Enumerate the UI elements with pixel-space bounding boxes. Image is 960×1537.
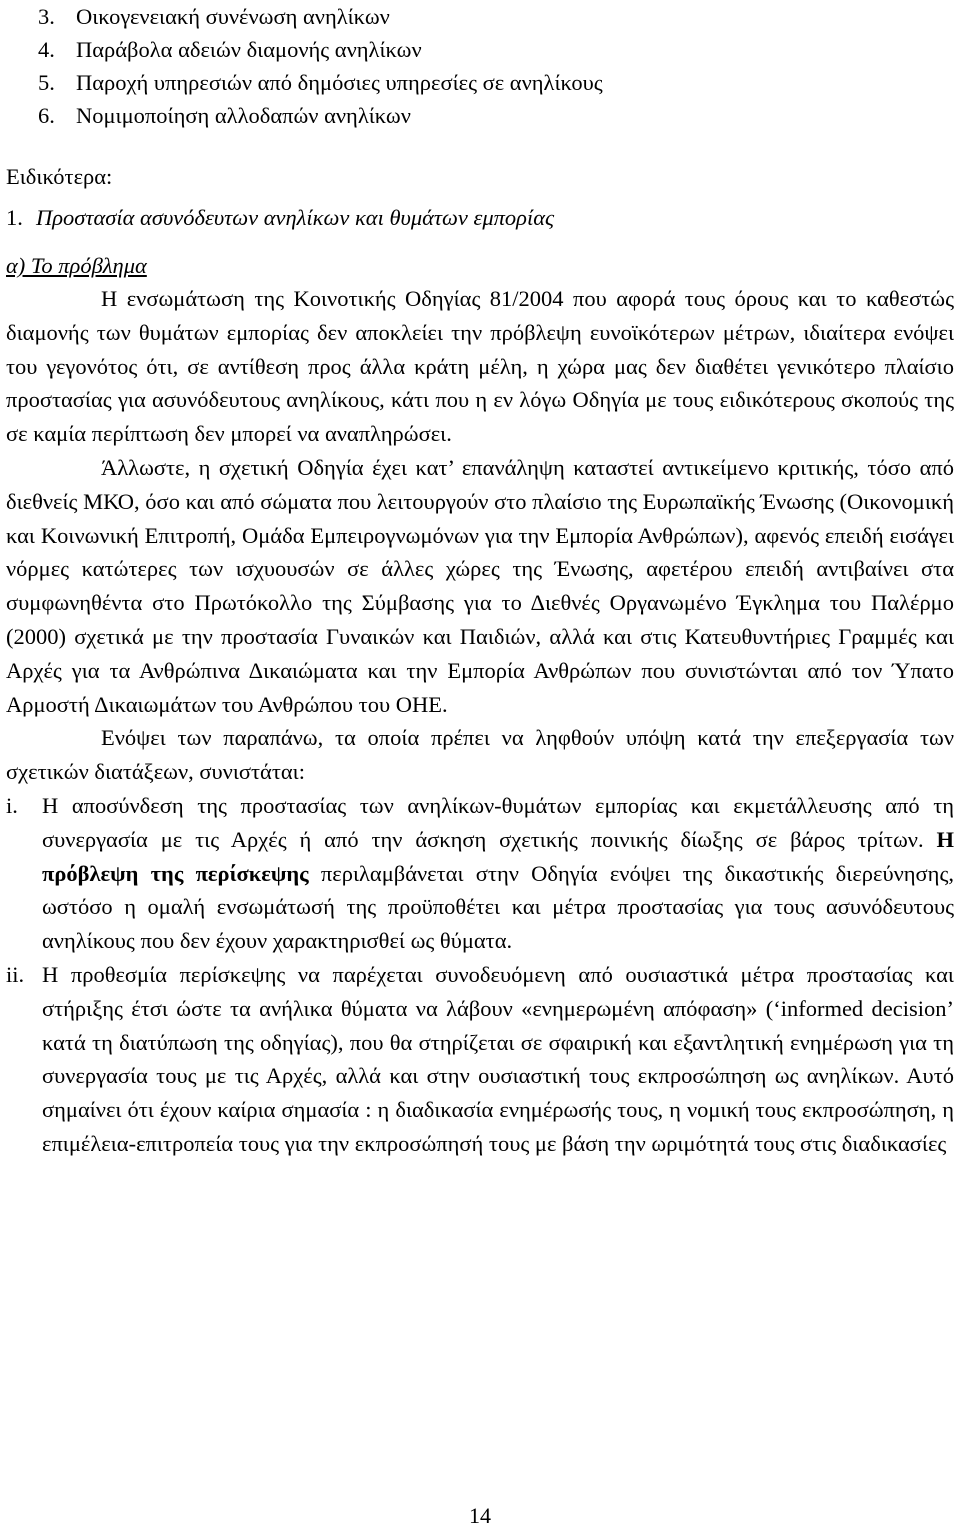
recommendation-marker: i. [6, 792, 18, 818]
recommendation-item [6, 789, 954, 958]
list-text: Οικογενειακή συνένωση ανηλίκων [76, 4, 390, 29]
list-text: Νομιμοποίηση αλλοδαπών ανηλίκων [76, 103, 411, 128]
section-heading [6, 201, 954, 234]
list-number: 3. [38, 4, 55, 29]
section-title: Προστασία ασυνόδευτων ανηλίκων και θυμάτων εμπορίας [36, 205, 555, 230]
recommendation-text: Η αποσύνδεση της προστασίας των ανηλίκων-θυμάτων εμπορίας και εκμετάλλευσης από τη συνεργασία με τις Αρχές ή από την άσκηση σχετικής ποινικής δίωξης σε βάρος τρίτων. [42, 792, 954, 852]
list-text: Παράβολα αδειών διαμονής ανηλίκων [76, 37, 422, 62]
recommendation-bold-text: Η πρόβλεψη της περίσκεψης [42, 826, 954, 886]
list-item [6, 33, 954, 66]
specifically-label: Ειδικότερα: [6, 164, 113, 189]
list-number: 6. [38, 103, 55, 128]
list-number: 4. [38, 37, 55, 62]
paragraph: Η ενσωμάτωση της Κοινοτικής Οδηγίας 81/2004 που αφορά τους όρους και το καθεστώς διαμονής των θυμάτων εμπορίας δεν αποκλείει την πρόβλεψη ευνοϊκότερων μέτρων, ιδιαίτερα ενόψει του γεγονότος ότι, σε αντίθεση προς άλλα κράτη μέλη, η χώρα μας δεν διαθέτει γενικότερο πλαίσιο προστασίας για ασυνόδευτους ανηλίκους, κάτι που η εν λόγω Οδηγία με τους ειδικότερους σκοπούς της σε καμία περίπτωση δεν μπορεί να αναπληρώσει. [6, 286, 954, 447]
list-item [6, 99, 954, 132]
paragraph: Ενόψει των παραπάνω, τα οποία πρέπει να ληφθούν υπόψη κατά την επεξεργασία των σχετικών διατάξεων, συνιστάται: [6, 725, 954, 785]
recommendation-text: Η προθεσμία περίσκεψης να παρέχεται συνοδευόμενη από ουσιαστικά μέτρα προστασίας και στήριξης έτσι ώστε τα ανήλικα θύματα να λάβουν «ενημερωμένη απόφαση» (‘informed decision’ κατά τη διατύπωση της οδηγίας), που θα στηρίζεται σε σφαιρική και εξαντλητική ενημέρωση για τη συνεργασία τους με τις Αρχές, αλλά και στην ουσιαστική τους εκπροσώπηση ως ανηλίκων. Αυτό σημαίνει ότι έχουν καίρια σημασία : η διαδικασία ενημέρωσής τους, η νομική τους εκπροσώπηση, η επιμέλεια-επιτροπεία τους για την εκπροσώπησή τους με βάση την ωριμότητά τους στις διαδικασίες [42, 961, 954, 1156]
list-item [6, 66, 954, 99]
page-number: 14 [469, 1503, 491, 1528]
paragraph: Άλλωστε, η σχετική Οδηγία έχει κατ’ επανάληψη καταστεί αντικείμενο κριτικής, τόσο από διεθνείς ΜΚΟ, όσο και από σώματα που λειτουργούν στο πλαίσιο της Ευρωπαϊκής Ένωσης (Οικονομική και Κοινωνική Επιτροπή, Ομάδα Εμπειρογνωμόνων για την Εμπορία Ανθρώπων), αφενός επειδή εισάγει νόρμες κατώτερες των ισχυουσών σε άλλες χώρες της Ένωσης, αφετέρου επειδή αντιβαίνει στα συμφωνηθέντα στο Πρωτόκολλο της Σύμβασης για το Διεθνές Οργανωμένο Έγκλημα του Παλέρμο (2000) σχετικά με την προστασία Γυναικών και Παιδιών, αλλά και στις Κατευθυντήριες Γραμμές και Αρχές για τα Ανθρώπινα Δικαιώματα και την Εμπορία Ανθρώπων που συνιστώνται από τον Ύπατο Αρμοστή Δικαιωμάτων του Ανθρώπου του ΟΗΕ. [6, 454, 954, 717]
list-number: 5. [38, 70, 55, 95]
subheading: α) Το πρόβλημα [6, 253, 147, 278]
recommendation-text-continued: περιλαμβάνεται στην Οδηγία ενόψει της δικαστικής διερεύνησης, ωστόσο η ομαλή ενσωμάτωσή της προϋποθέτει και μέτρα προστασίας για τους ασυνόδευτους ανηλίκους που δεν έχουν χαρακτηρισθεί ως θύματα. [42, 860, 954, 954]
list-item [6, 0, 954, 33]
recommendation-item [6, 958, 954, 1161]
recommendation-marker: ii. [6, 961, 25, 987]
spacer [6, 132, 954, 160]
list-text: Παροχή υπηρεσιών από δημόσιες υπηρεσίες σε ανηλίκους [76, 70, 603, 95]
document-page [6, 0, 954, 1161]
section-number: 1. [6, 205, 23, 230]
